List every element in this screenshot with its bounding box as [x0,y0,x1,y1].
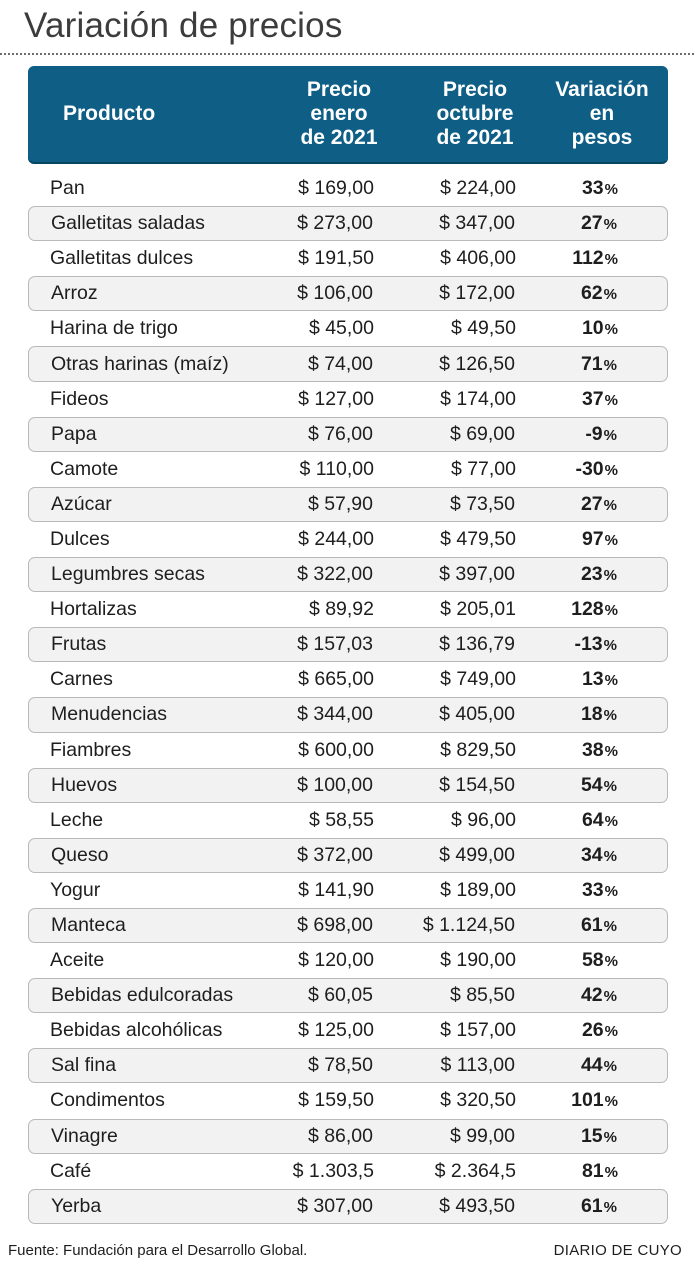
product-name: Harina de trigo [50,317,178,340]
variation-number: 97 [581,527,604,550]
percent-sign: % [604,531,618,549]
percent-sign: % [603,567,617,585]
table-row [28,206,668,241]
variation-value [581,488,617,521]
price-october: $ 347,00 [439,212,515,235]
percent-sign: % [604,391,618,409]
price-october: $ 113,00 [440,1054,515,1077]
percent-sign: % [603,988,617,1006]
variation-value [582,733,618,768]
product-name: Carnes [50,668,113,691]
variation-value [571,592,618,627]
table-row [28,733,668,768]
price-october: $ 77,00 [450,457,516,480]
table-row [28,943,668,978]
percent-sign: % [603,1128,617,1146]
product-name: Frutas [51,633,107,656]
percent-sign: % [604,251,618,269]
price-october: $ 493,50 [439,1194,515,1217]
product-name: Leche [50,808,104,831]
price-october: $ 397,00 [439,563,515,586]
variation-value [574,628,617,661]
price-january: $ 372,00 [297,843,373,866]
price-january: $ 106,00 [297,282,373,305]
price-january: $ 244,00 [298,527,374,550]
variation-value [581,839,617,872]
percent-sign: % [604,321,618,339]
variation-number: 54 [580,773,603,796]
table-row [28,276,668,311]
variation-number: 13 [581,668,604,691]
product-name: Sal fina [51,1054,117,1077]
table-row [28,908,668,943]
variation-number: 23 [580,563,603,586]
product-name: Huevos [51,773,118,796]
table-row [28,1083,668,1118]
variation-number: 33 [581,878,604,901]
variation-value [581,277,617,310]
variation-number: 10 [581,317,604,340]
variation-value [581,979,617,1012]
price-october: $ 85,50 [449,984,515,1007]
price-october: $ 189,00 [440,878,516,901]
product-name: Fideos [50,387,109,410]
price-january: $ 159,50 [298,1089,374,1112]
price-october: $ 829,50 [440,738,516,761]
variation-value [581,1120,617,1153]
product-name: Pan [50,177,85,200]
variation-number: 71 [580,352,603,375]
variation-number: 61 [580,914,603,937]
price-october: $ 136,79 [439,633,515,656]
price-october: $ 172,00 [439,282,515,305]
variation-number: 64 [581,808,604,831]
header-price-october: Precio octubre de 2021 [436,78,514,149]
price-october: $ 96,00 [450,808,516,831]
variation-number: 26 [581,1019,604,1042]
percent-sign: % [603,356,617,374]
price-january: $ 698,00 [297,914,373,937]
percent-sign: % [604,602,618,620]
variation-number: 61 [580,1194,603,1217]
publisher-credit: DIARIO DE CUYO [553,1242,682,1259]
product-name: Condimentos [50,1089,165,1112]
percent-sign: % [604,742,618,760]
percent-sign: % [603,286,617,304]
product-name: Papa [51,422,97,445]
price-october: $ 320,50 [440,1089,516,1112]
price-october: $ 69,00 [449,422,515,445]
product-name: Hortalizas [50,598,137,621]
price-october: $ 190,00 [440,949,516,972]
variation-number: 15 [580,1124,603,1147]
table-row [28,873,668,908]
price-october: $ 174,00 [440,387,516,410]
price-october: $ 49,50 [450,317,516,340]
price-october: $ 406,00 [440,247,516,270]
table-row [28,487,668,522]
variation-value [581,909,617,942]
table-row [28,697,668,732]
price-january: $ 141,90 [298,878,374,901]
variation-value [581,769,617,802]
price-january: $ 86,00 [307,1124,373,1147]
percent-sign: % [604,953,618,971]
price-january: $ 127,00 [298,387,374,410]
price-january: $ 273,00 [297,212,373,235]
price-october: $ 405,00 [439,703,515,726]
variation-number: 27 [580,492,603,515]
price-january: $ 100,00 [297,773,373,796]
variation-number: 112 [572,247,604,270]
product-name: Yogur [50,878,101,901]
percent-sign: % [603,847,617,865]
variation-number: -30 [575,457,604,480]
header-product: Producto [63,102,156,125]
product-name: Café [50,1159,92,1182]
price-october: $ 154,50 [439,773,515,796]
variation-value [581,1190,617,1223]
variation-value [582,171,618,206]
percent-sign: % [603,496,617,514]
table-row [28,557,668,592]
table-row [28,417,668,452]
variation-value [582,803,618,838]
price-january: $ 125,00 [298,1019,374,1042]
variation-number: 62 [580,282,603,305]
percent-sign: % [603,1058,617,1076]
percent-sign: % [604,1023,618,1041]
percent-sign: % [603,918,617,936]
price-january: $ 60,05 [307,984,373,1007]
price-october: $ 1.124,50 [422,914,515,937]
price-january: $ 76,00 [307,422,373,445]
price-october: $ 73,50 [449,492,515,515]
table-row [28,452,668,487]
price-january: $ 307,00 [297,1194,373,1217]
price-january: $ 58,55 [308,808,374,831]
page-title: Variación de precios [24,6,343,45]
variation-number: 37 [581,387,604,410]
table-row [28,382,668,417]
price-january: $ 665,00 [298,668,374,691]
table-row [28,1013,668,1048]
variation-number: 18 [580,703,603,726]
price-january: $ 1.303,5 [292,1159,374,1182]
product-name: Camote [50,457,119,480]
table-row [28,1119,668,1154]
table-header [28,66,668,162]
table-row [28,171,668,206]
product-name: Yerba [51,1194,102,1217]
variation-value [581,558,617,591]
price-january: $ 344,00 [297,703,373,726]
product-name: Manteca [51,914,126,937]
variation-number: 58 [581,949,604,972]
percent-sign: % [604,882,618,900]
variation-number: 33 [581,177,604,200]
percent-sign: % [603,707,617,725]
product-name: Bebidas alcohólicas [50,1019,223,1042]
price-october: $ 224,00 [440,177,516,200]
product-name: Aceite [50,949,105,972]
percent-sign: % [604,1093,618,1111]
percent-sign: % [604,672,618,690]
percent-sign: % [603,637,617,655]
percent-sign: % [604,181,618,199]
table-row [28,1154,668,1189]
price-october: $ 157,00 [440,1019,516,1042]
header-variation: Variación en pesos [555,78,649,149]
table-row [28,311,668,346]
product-name: Azúcar [51,492,112,515]
percent-sign: % [604,461,618,479]
table-row [28,522,668,557]
table-body [28,171,668,1224]
percent-sign: % [603,1198,617,1216]
variation-value [582,1013,618,1048]
product-name: Dulces [50,527,110,550]
price-january: $ 45,00 [308,317,374,340]
variation-value [582,311,618,346]
variation-value [582,1154,618,1189]
table-row [28,1048,668,1083]
percent-sign: % [603,777,617,795]
product-name: Galletitas dulces [50,247,194,270]
percent-sign: % [604,812,618,830]
variation-number: 27 [580,212,603,235]
table-row [28,838,668,873]
variation-number: 38 [581,738,604,761]
variation-number: 128 [571,598,604,621]
product-name: Galletitas saladas [51,212,205,235]
variation-number: 44 [580,1054,603,1077]
header-price-january: Precio enero de 2021 [300,78,378,149]
title-divider [0,53,694,55]
variation-value [582,382,618,417]
percent-sign: % [603,216,617,234]
table-row [28,346,668,381]
variation-value [575,452,618,487]
variation-value [581,207,617,240]
price-january: $ 322,00 [297,563,373,586]
price-january: $ 600,00 [298,738,374,761]
variation-number: 34 [580,843,603,866]
variation-number: 81 [581,1159,604,1182]
variation-value [582,662,618,697]
variation-value [572,241,618,276]
price-january: $ 57,90 [307,492,373,515]
variation-value [585,418,617,451]
variation-number: 42 [580,984,603,1007]
price-january: $ 74,00 [307,352,373,375]
table-row [28,592,668,627]
price-january: $ 89,92 [308,598,374,621]
variation-value [582,522,618,557]
product-name: Arroz [51,282,98,305]
variation-number: -13 [574,633,603,656]
price-october: $ 99,00 [449,1124,515,1147]
variation-value [581,698,617,731]
product-name: Otras harinas (maíz) [51,352,229,375]
variation-number: 101 [571,1089,604,1112]
product-name: Vinagre [51,1124,118,1147]
price-january: $ 191,50 [298,247,374,270]
price-january: $ 78,50 [307,1054,373,1077]
price-october: $ 126,50 [439,352,515,375]
variation-value [571,1083,618,1118]
price-january: $ 157,03 [297,633,373,656]
percent-sign: % [603,426,617,444]
source-note: Fuente: Fundación para el Desarrollo Global. [8,1242,308,1259]
price-january: $ 169,00 [298,177,374,200]
product-name: Menudencias [51,703,167,726]
table-row [28,978,668,1013]
price-october: $ 499,00 [439,843,515,866]
price-october: $ 205,01 [440,598,516,621]
variation-value [582,943,618,978]
price-january: $ 120,00 [298,949,374,972]
price-january: $ 110,00 [299,457,374,480]
variation-value [582,873,618,908]
percent-sign: % [604,1163,618,1181]
table-row [28,241,668,276]
table-row [28,1189,668,1224]
table-row [28,768,668,803]
variation-value [581,1049,617,1082]
product-name: Legumbres secas [51,563,205,586]
product-name: Queso [51,843,109,866]
variation-number: -9 [585,422,603,445]
table-row [28,662,668,697]
price-october: $ 749,00 [440,668,516,691]
price-october: $ 479,50 [440,527,516,550]
price-october: $ 2.364,5 [434,1159,516,1182]
product-name: Fiambres [50,738,132,761]
product-name: Bebidas edulcoradas [51,984,234,1007]
table-row [28,627,668,662]
table-row [28,803,668,838]
variation-value [581,347,617,380]
